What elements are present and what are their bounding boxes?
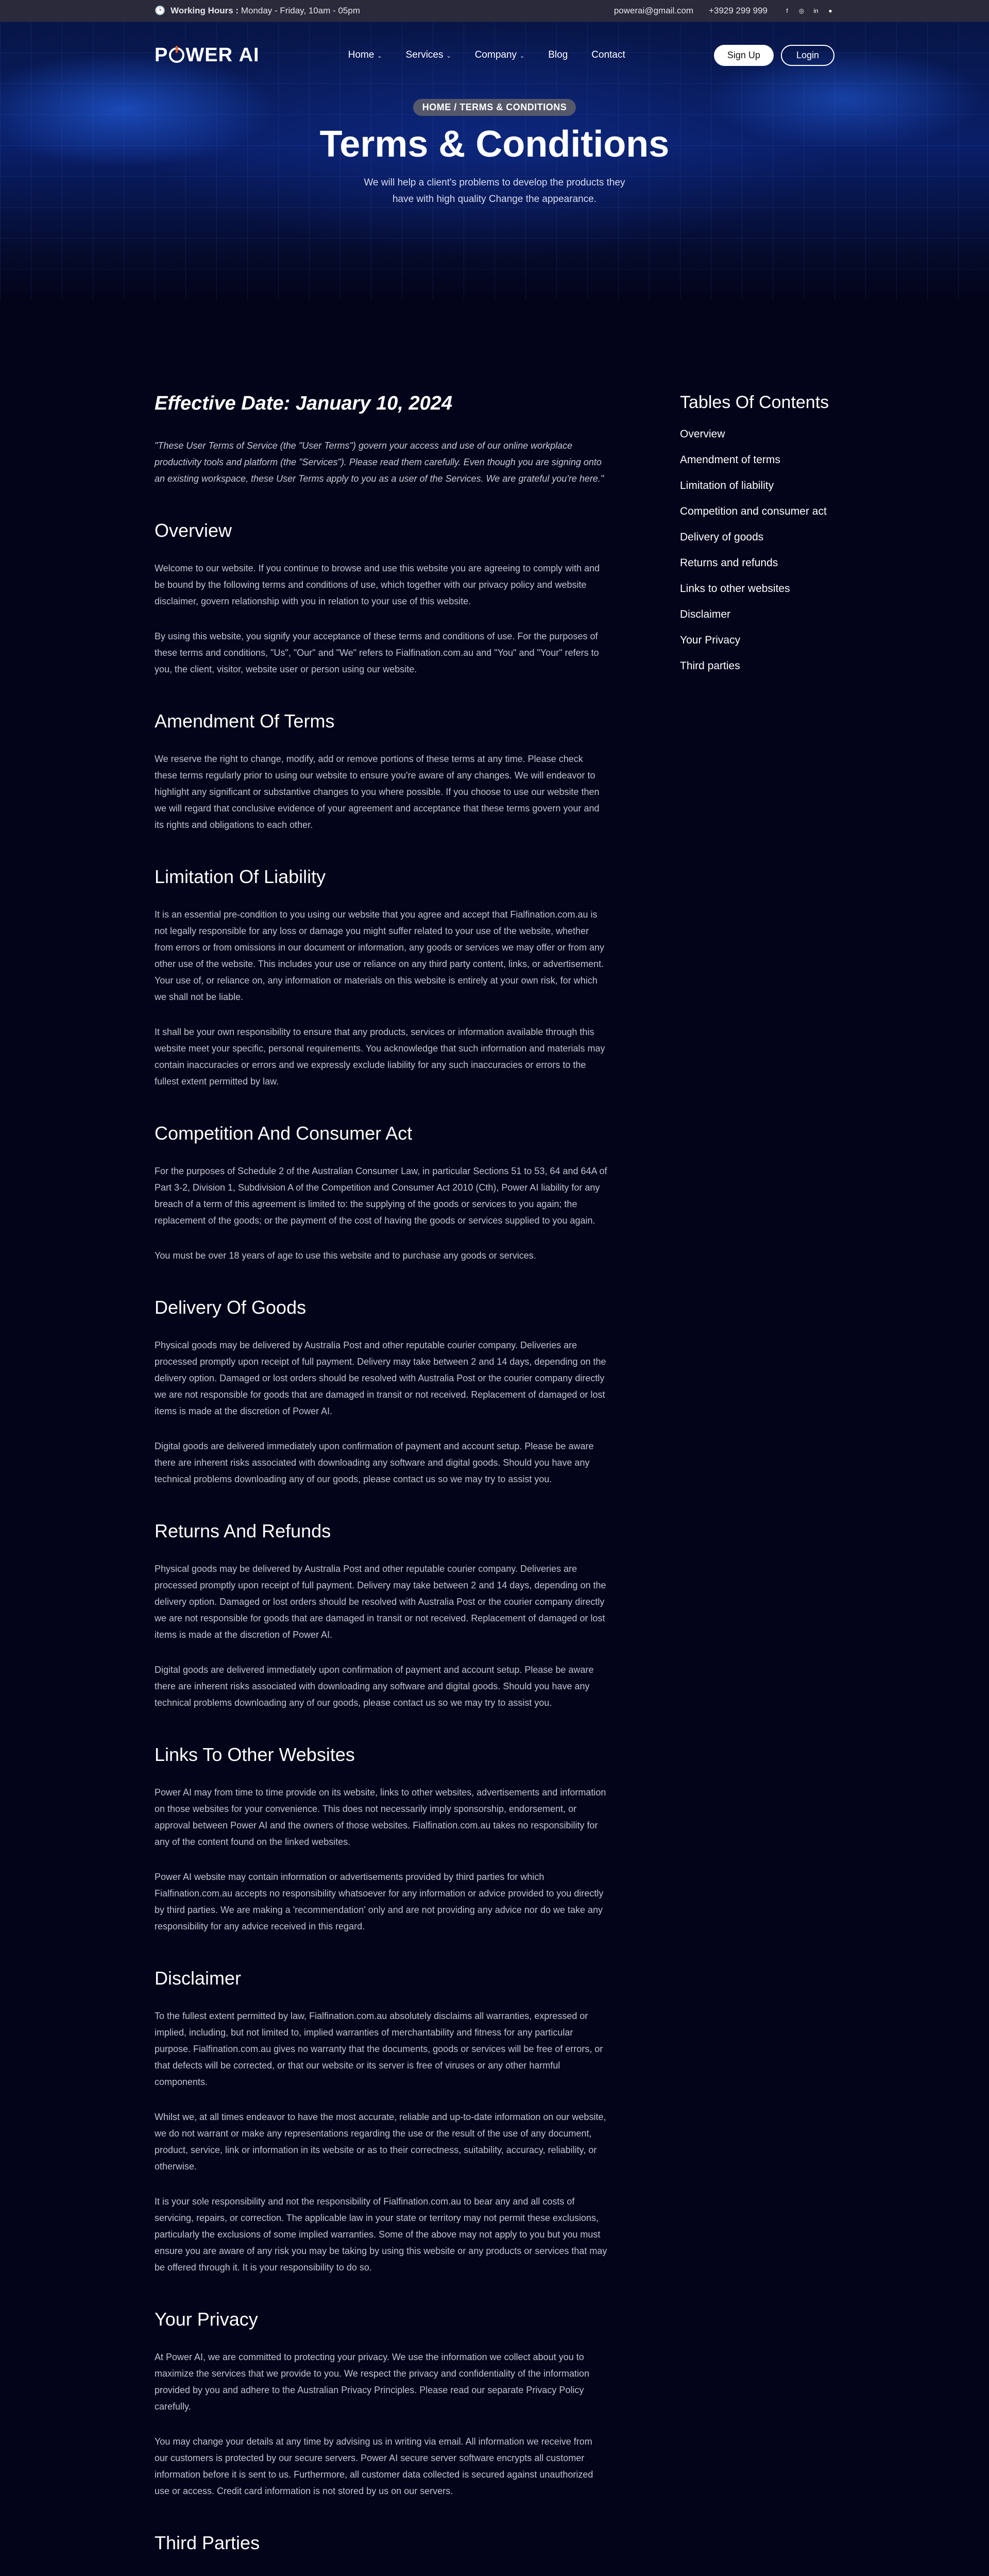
logo[interactable]: P WER AI xyxy=(155,44,260,66)
section-heading: Your Privacy xyxy=(155,2309,258,2330)
breadcrumb: HOME / TERMS & CONDITIONS xyxy=(413,99,576,116)
facebook-icon[interactable]: f xyxy=(786,7,788,14)
email-link[interactable]: powerai@gmail.com xyxy=(613,6,694,15)
section-paragraph: Welcome to our website. If you continue to browse and use this website you are agreeing to comply with and be bound by the following terms and conditions of use, which together with our privacy policy and website disclaimer, govern relationship with you in relation to your use of this website. xyxy=(155,563,600,606)
section-heading: Overview xyxy=(155,520,232,541)
chevron-down-icon: ⌄ xyxy=(446,53,451,59)
effective-date: Effective Date: January 10, 2024 xyxy=(155,393,453,414)
top-bar xyxy=(0,0,989,22)
linkedin-icon[interactable]: in xyxy=(813,7,819,14)
section-heading: Amendment Of Terms xyxy=(155,710,335,732)
terms-section xyxy=(155,1744,608,1935)
terms-section xyxy=(155,520,608,677)
working-hours-value: Monday - Friday, 10am - 05pm xyxy=(241,6,360,15)
section-paragraph: It is your sole responsibility and not the responsibility of Fialfination.com.au to bear any and all costs of servicing, repairs, or correction. The applicable law in your state or territory may not permit these exclusions, particularly the exclusions of some implied warranties. Some of the above may not apply to you but you must ensure you are aware of any risk you may be taking by using this website or any products or services that may be offered through it. It is your responsibility to do so. xyxy=(155,2196,607,2273)
section-paragraph: Physical goods may be delivered by Australia Post and other reputable courier company. Deliveries are processed promptly upon receipt of full payment. Delivery may take between 2 and 14 days, depending on the delivery option. Damaged or lost orders should be resolved with Australia Post or the courier company directly we are not responsible for goods that are damaged in transit or not received. Replacement of damaged or lost items is made at the discretion of Power AI. xyxy=(155,1564,606,1640)
section-heading: Links To Other Websites xyxy=(155,1744,355,1765)
hero-section xyxy=(0,22,989,300)
section-paragraph: Physical goods may be delivered by Australia Post and other reputable courier company. Deliveries are processed promptly upon receipt of full payment. Delivery may take between 2 and 14 days, depending on the delivery option. Damaged or lost orders should be resolved with Australia Post or the courier company directly we are not responsible for goods that are damaged in transit or not received. Replacement of damaged or lost items is made at the discretion of Power AI. xyxy=(155,1340,606,1416)
section-paragraph: You may change your details at any time by advising us in writing via email. All information we receive from our customers is protected by our secure servers. Power AI secure server software encrypts all customer information before it is sent to us. Furthermore, all customer data collected is secured against unauthorized use or access. Credit card information is not stored by us on our servers. xyxy=(155,2436,593,2496)
working-hours-label: Working Hours : xyxy=(170,6,239,15)
section-paragraph: Digital goods are delivered immediately upon confirmation of payment and account setup. Please be aware there are inherent risks associated with downloading any software and digital goods. Should you have any technical problems downloading any of our goods, please contact us so we may try to assist you. xyxy=(155,1441,594,1484)
terms-section xyxy=(155,1123,608,1264)
clock-icon: 🕑 xyxy=(155,6,166,15)
toc-item[interactable]: Disclaimer xyxy=(680,608,731,620)
chevron-down-icon: ⌄ xyxy=(377,53,382,59)
phone-link[interactable]: +3929 299 999 xyxy=(709,6,768,15)
terms-section xyxy=(155,2309,608,2499)
section-paragraph: Whilst we, at all times endeavor to have the most accurate, reliable and up-to-date information on our website, we do not warrant or make any representations regarding the use or the result of the use of any document, product, service, link or information in its website or as to their correctness, suitability, accuracy, reliability, or otherwise. xyxy=(155,2112,606,2172)
section-heading: Delivery Of Goods xyxy=(155,1297,306,1318)
toc-item[interactable]: Third parties xyxy=(680,660,740,672)
terms-section xyxy=(155,866,608,1090)
section-paragraph: Power AI may from time to time provide on its website, links to other websites, advertisements and information on those websites for your convenience. This does not necessarily imply sponsorship, endorsement, or approval between Power AI and the owners of those websites. Fialfination.com.au takes no responsibility for any of the content found on the linked websites. xyxy=(155,1787,606,1847)
hero-subtitle: We will help a client's problems to develop the products they have with high quality Change the appearance. xyxy=(364,177,625,205)
main-content xyxy=(0,300,989,2576)
section-paragraph: Digital goods are delivered immediately upon confirmation of payment and account setup. Please be aware there are inherent risks associated with downloading any software and digital goods. Should you have any technical problems downloading any of our goods, please contact us so we may try to assist you. xyxy=(155,1665,594,1708)
terms-section xyxy=(155,1520,608,1711)
page-title: Terms & Conditions xyxy=(319,124,670,165)
section-paragraph: At Power AI, we are committed to protecting your privacy. We use the information we collect about you to maximize the services that we provide to you. We respect the privacy and confidentiality of the information provided by you and adhere to the Australian Privacy Principles. Please read our separate Privacy Policy carefully. xyxy=(155,2352,590,2412)
main-nav xyxy=(0,22,989,89)
section-paragraph: It is an essential pre-condition to you using our website that you agree and accept that Fialfination.com.au is not legally responsible for any loss or damage you might suffer related to your use of the website, whether from errors or from omissions in our document or information, any goods or services we may offer or from any other use of the website. This includes your use or reliance on any third party content, links, or advertisement. Your use of, or reliance on, any information or materials on this website is entirely at your own risk, for which we shall not be liable. xyxy=(155,909,604,1002)
chevron-down-icon: ⌄ xyxy=(520,53,525,59)
terms-article xyxy=(155,393,608,2576)
toc-item[interactable]: Delivery of goods xyxy=(680,531,764,543)
pinterest-icon[interactable]: ● xyxy=(828,7,832,14)
section-heading: Competition And Consumer Act xyxy=(155,1123,413,1144)
toc-item[interactable]: Amendment of terms xyxy=(680,454,780,466)
section-heading: Limitation Of Liability xyxy=(155,866,326,887)
toc-title: Tables Of Contents xyxy=(680,393,829,412)
section-paragraph: It shall be your own responsibility to ensure that any products, services or information available through this website meet your specific, personal requirements. You acknowledge that such information and materials may contain inaccuracies or errors and we expressly exclude liability for any such inaccuracies or errors to the fullest extent permitted by law. xyxy=(155,1027,605,1087)
toc-item[interactable]: Returns and refunds xyxy=(680,557,778,569)
section-paragraph: For the purposes of Schedule 2 of the Australian Consumer Law, in particular Sections 51 to 53, 64 and 64A of Part 3-2, Division 1, Subdivision A of the Competition and Consumer Act 2010 (Cth), Power AI liability for any breach of a term of this agreement is limited to: the supplying of the goods or services to you again; the replacement of the goods; or the payment of the cost of having the goods or services supplied to you again. xyxy=(155,1166,607,1226)
toc-item[interactable]: Overview xyxy=(680,428,725,440)
section-paragraph: You must be over 18 years of age to use this website and to purchase any goods or services. xyxy=(155,1250,536,1261)
nav-blog[interactable]: Blog xyxy=(548,49,568,60)
section-heading: Third Parties xyxy=(155,2532,260,2553)
table-of-contents xyxy=(680,393,834,2576)
nav-contact[interactable]: Contact xyxy=(591,49,625,60)
nav-home[interactable]: Home ⌄ xyxy=(348,49,382,60)
terms-section xyxy=(155,2532,608,2576)
toc-item[interactable]: Limitation of liability xyxy=(680,480,774,492)
toc-item[interactable]: Links to other websites xyxy=(680,583,790,595)
login-button[interactable]: Login xyxy=(781,45,834,66)
section-heading: Returns And Refunds xyxy=(155,1520,331,1541)
section-paragraph xyxy=(155,2572,608,2576)
nav-company[interactable]: Company ⌄ xyxy=(474,49,525,60)
instagram-icon[interactable]: ◎ xyxy=(798,7,805,14)
terms-section xyxy=(155,1297,608,1487)
toc-item[interactable]: Your Privacy xyxy=(680,634,741,646)
signup-button[interactable]: Sign Up xyxy=(714,45,774,66)
terms-section xyxy=(155,1968,608,2276)
intro-text: "These User Terms of Service (the "User Terms") govern your access and use of our online workplace productivity tools and platform (the "Services"). Please read them carefully. Even though you are signing onto an existing workspace, these User Terms apply to you as a user of the Services. We are grateful you're here." xyxy=(155,440,604,484)
section-paragraph: Power AI website may contain information or advertisements provided by third parties for which Fialfination.com.au accepts no responsibility whatsoever for any information or advice provided to you directly by third parties. We are making a 'recommendation' only and are not providing any advice nor do we take any responsibility for any advice received in this regard. xyxy=(155,1872,604,1931)
nav-services[interactable]: Services ⌄ xyxy=(405,49,451,60)
section-paragraph: By using this website, you signify your acceptance of these terms and conditions of use. For the purposes of these terms and conditions, "Us", "Our" and "We" refers to Fialfination.com.au and "You" and "Your" refers to you, the client, visitor, website user or person using our website. xyxy=(155,631,599,674)
section-paragraph: To the fullest extent permitted by law, Fialfination.com.au absolutely disclaims all warranties, expressed or implied, including, but not limited to, implied warranties of merchantability and fitness for any particular purpose. Fialfination.com.au gives no warranty that the documents, goods or services will be free of errors, or that defects will be corrected, or that our website or its server is free of viruses or any other harmful components. xyxy=(155,2011,603,2087)
section-heading: Disclaimer xyxy=(155,1968,242,1989)
section-paragraph: We reserve the right to change, modify, add or remove portions of these terms at any time. Please check these terms regularly prior to using our website to ensure you're aware of any changes. We will endeavor to highlight any significant or substantive changes to you where possible. If you choose to use our website then we will regard that conclusive evidence of your agreement and acceptance that these terms govern your and its rights and obligations to each other. xyxy=(155,754,600,830)
terms-section xyxy=(155,710,608,833)
nav-menu xyxy=(348,49,625,61)
toc-item[interactable]: Competition and consumer act xyxy=(680,505,827,517)
